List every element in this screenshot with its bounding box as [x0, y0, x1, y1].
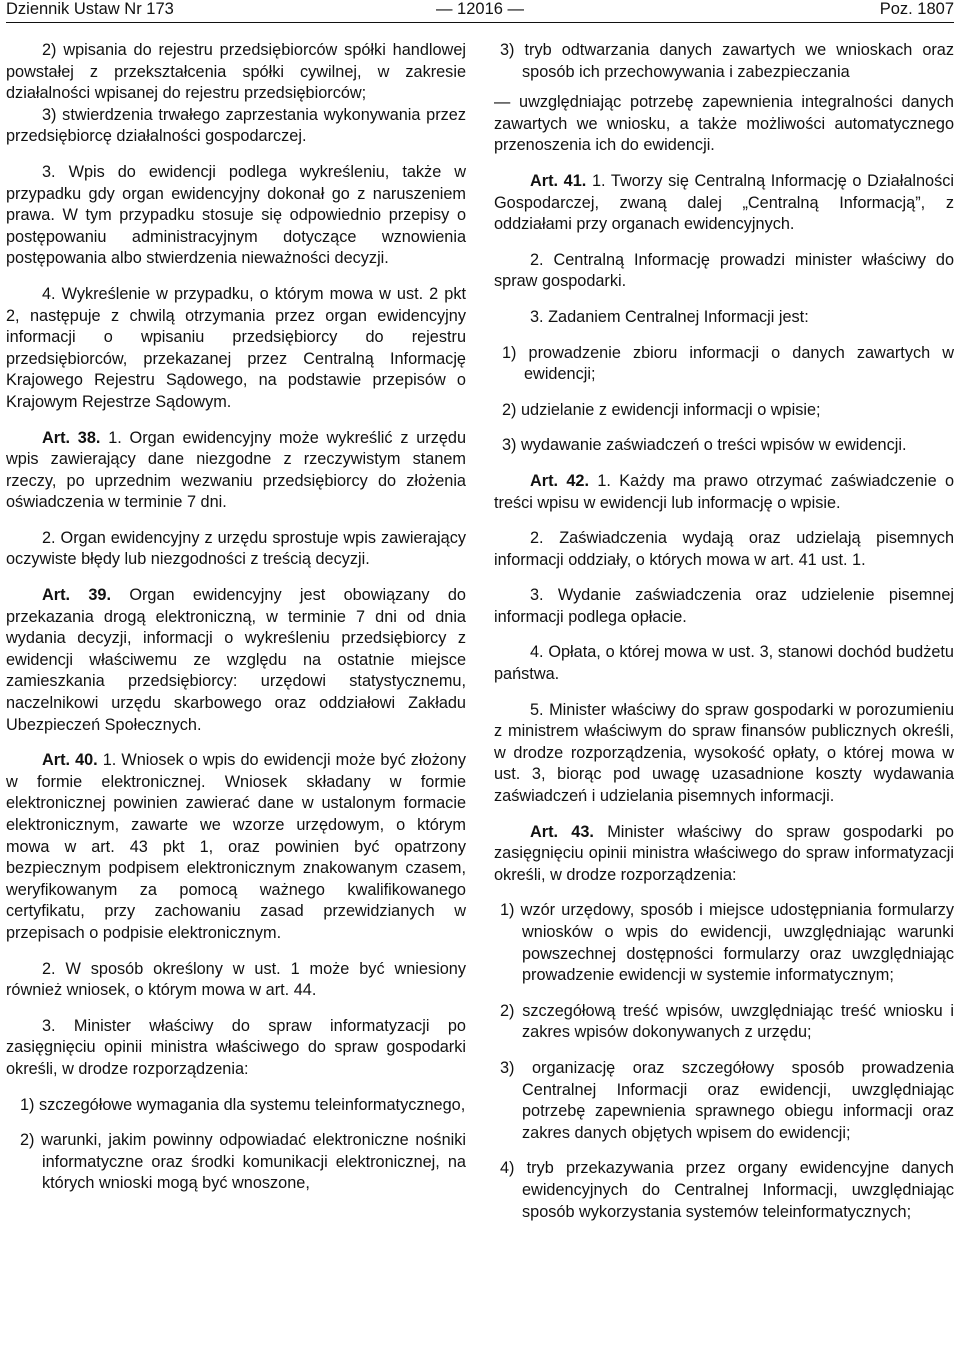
paragraph: 3) stwierdzenia trwałego zaprzestania wykonywania przez przedsiębiorcę działalności gospodarczej.: [6, 105, 466, 146]
right-column: [494, 40, 954, 1223]
header-rule: [6, 22, 954, 23]
paragraph: 2. W sposób określony w ust. 1 może być wniesiony również wniosek, o którym mowa w art. 44.: [6, 959, 466, 1000]
page-header: [6, 0, 954, 24]
article-38: [6, 428, 466, 514]
paragraph: 2. Zaświadczenia wydają oraz udzielają pisemnych informacji oddziały, o których mowa w art. 41 ust. 1.: [494, 529, 954, 569]
article-text: 1. Organ ewidencyjny może wykreślić z urzędu wpis zawierający dane niezgodne z rzeczywistym stanem rzeczy, po uprzednim wezwaniu przedsiębiorcy do złożenia oświadczenia w terminie 7 dni.: [6, 428, 466, 512]
article-text: Organ ewidencyjny jest obowiązany do przekazania drogą elektroniczną, w terminie 7 dni od dnia wydania decyzji, informacji o wykreśleniu przedsiębiorcy z ewidencji właściwemu ze względu na ostatnie miejsce zamieszkania przedsiębiorcy: urzędowi statystycznemu, naczelnikowi urzędu skarbowego oraz oddziałowi Zakładu Ubezpieczeń Społecznych.: [6, 586, 466, 734]
paragraph: 3. Wydanie zaświadczenia oraz udzielenie pisemnej informacji podlega opłacie.: [494, 586, 954, 626]
paragraph: 2. Organ ewidencyjny z urzędu sprostuje wpis zawierający oczywiste błędy lub niezgodności z treścią decyzji.: [6, 528, 466, 569]
list-item: 1) wzór urzędowy, sposób i miejsce udostępniania formularzy wniosków o wpis do ewidencji, uwzględniając warunki powszechnej dostępności formularzy oraz uwzględniając prowadzenie ewidencji w systemie informatycznym;: [500, 901, 954, 985]
paragraph: 2. Centralną Informację prowadzi minister właściwy do spraw gospodarki.: [494, 250, 954, 291]
list-item: 2) szczegółową treść wpisów, uwzględniając treść wniosku i zakres wpisów dokonywanych z urzędu;: [500, 1001, 954, 1042]
paragraph: 4. Opłata, o której mowa w ust. 3, stanowi dochód budżetu państwa.: [494, 643, 954, 684]
article-label: Art. 40.: [42, 751, 98, 770]
article-41: [494, 171, 954, 236]
article-text: 1. Tworzy się Centralną Informację o Działalności Gospodarczej, zwaną dalej „Centralną Informacją”, z oddziałami przy organach ewidencyjnych.: [494, 171, 954, 234]
article-label: Art. 38.: [42, 428, 101, 447]
article-text: Minister właściwy do spraw gospodarki po zasięgnięciu opinii ministra właściwego do spraw informatyzacji określi, w drodze rozporządzenia:: [494, 822, 954, 884]
page-number: — 12016 —: [435, 0, 525, 18]
left-column: [6, 40, 466, 1195]
paragraph: 3. Zadaniem Centralnej Informacji jest:: [530, 307, 809, 326]
paragraph: 2) wpisania do rejestru przedsiębiorców spółki handlowej powstałej z przekształcenia spółki cywilnej, w zakresie działalności wpisanej do rejestru przedsiębiorców;: [6, 41, 466, 103]
article-42: [494, 471, 954, 514]
list-item: 1) prowadzenie zbioru informacji o danych zawartych w ewidencji;: [502, 343, 954, 384]
paragraph: 3. Minister właściwy do spraw informatyzacji po zasięgnięciu opinii ministra właściwego do spraw gospodarki określi, w drodze rozporządzenia:: [6, 1016, 466, 1078]
paragraph: 4. Wykreślenie w przypadku, o którym mowa w ust. 2 pkt 2, następuje z chwilą otrzymania przez organ ewidencyjny informacji o wpisaniu przedsiębiorcy do rejestru przedsiębiorców, przekazanej przez Centralną Informację Krajowego Rejestru Sądowego, na podstawie przepisów o Krajowym Rejestrze Sądowym.: [6, 284, 466, 411]
article-text: 1. Każdy ma prawo otrzymać zaświadczenie o treści wpisu w ewidencji lub informację o wpisie.: [494, 471, 954, 512]
article-40: [6, 750, 466, 944]
list-item: 4) tryb przekazywania przez organy ewidencyjne danych ewidencyjnych do Centralnej Informacji, uwzględniając sposób wykorzystania systemów teleinformatycznych;: [500, 1159, 954, 1221]
paragraph: — uwzględniając potrzebę zapewnienia integralności danych zawartych we wniosku, a także możliwości automatycznego przenoszenia ich do ewidencji.: [494, 93, 954, 155]
article-label: Art. 41.: [530, 171, 587, 190]
list-item: 3) wydawanie zaświadczeń o treści wpisów w ewidencji.: [502, 436, 907, 455]
article-43: [494, 822, 954, 887]
list-item: 2) warunki, jakim powinny odpowiadać elektroniczne nośniki informatyczne oraz środki komunikacji elektronicznej, na których wnioski mogą być wnoszone,: [20, 1131, 466, 1193]
article-39: [6, 585, 466, 736]
article-label: Art. 39.: [42, 586, 111, 605]
list-item: 3) tryb odtwarzania danych zawartych we wnioskach oraz sposób ich przechowywania i zabezpieczania: [500, 41, 954, 81]
paragraph: 3. Wpis do ewidencji podlega wykreśleniu, także w przypadku gdy organ ewidencyjny dokonał go z naruszeniem prawa. W tym przypadku stosuje się odpowiednio przepisy o postępowaniu administracyjnym dotyczące wznowienia postępowania albo stwierdzenia nieważności decyzji.: [6, 162, 466, 268]
article-label: Art. 43.: [530, 822, 594, 841]
position-number: Poz. 1807: [879, 0, 954, 18]
list-item: 1) szczegółowe wymagania dla systemu teleinformatycznego,: [20, 1095, 466, 1114]
list-item: 3) organizację oraz szczegółowy sposób prowadzenia Centralnej Informacji oraz ewidencji, uwzględniając potrzebę zapewnienia sprawnego obiegu informacji oraz zakres danych objętych wpisem do ewidencji;: [500, 1058, 954, 1142]
article-text: 1. Wniosek o wpis do ewidencji może być złożony w formie elektronicznej. Wniosek składany w formie elektronicznej powinien zawierać dane w ustalonym formacie elektronicznym, zawarte we wzorze urzędowym, o którym mowa w art. 43 pkt 1, oraz powinien być opatrzony bezpiecznym podpisem elektronicznym znakowanym czasem, weryfikowanym za pomocą ważnego kwalifikowanego certyfikatu, przy zachowaniu zasad przewidzianych w przepisach o podpisie elektronicznym.: [6, 751, 466, 942]
paragraph: 5. Minister właściwy do spraw gospodarki w porozumieniu z ministrem właściwym do spraw finansów publicznych określi, w drodze rozporządzenia, wysokość opłaty, o której mowa w ust. 3, biorąc pod uwagę uzasadnione koszty wydawania zaświadczeń i udzielania pisemnych informacji.: [494, 700, 954, 806]
journal-title: Dziennik Ustaw Nr 173: [6, 0, 174, 18]
list-item: 2) udzielanie z ewidencji informacji o wpisie;: [502, 400, 821, 419]
article-label: Art. 42.: [530, 471, 589, 490]
